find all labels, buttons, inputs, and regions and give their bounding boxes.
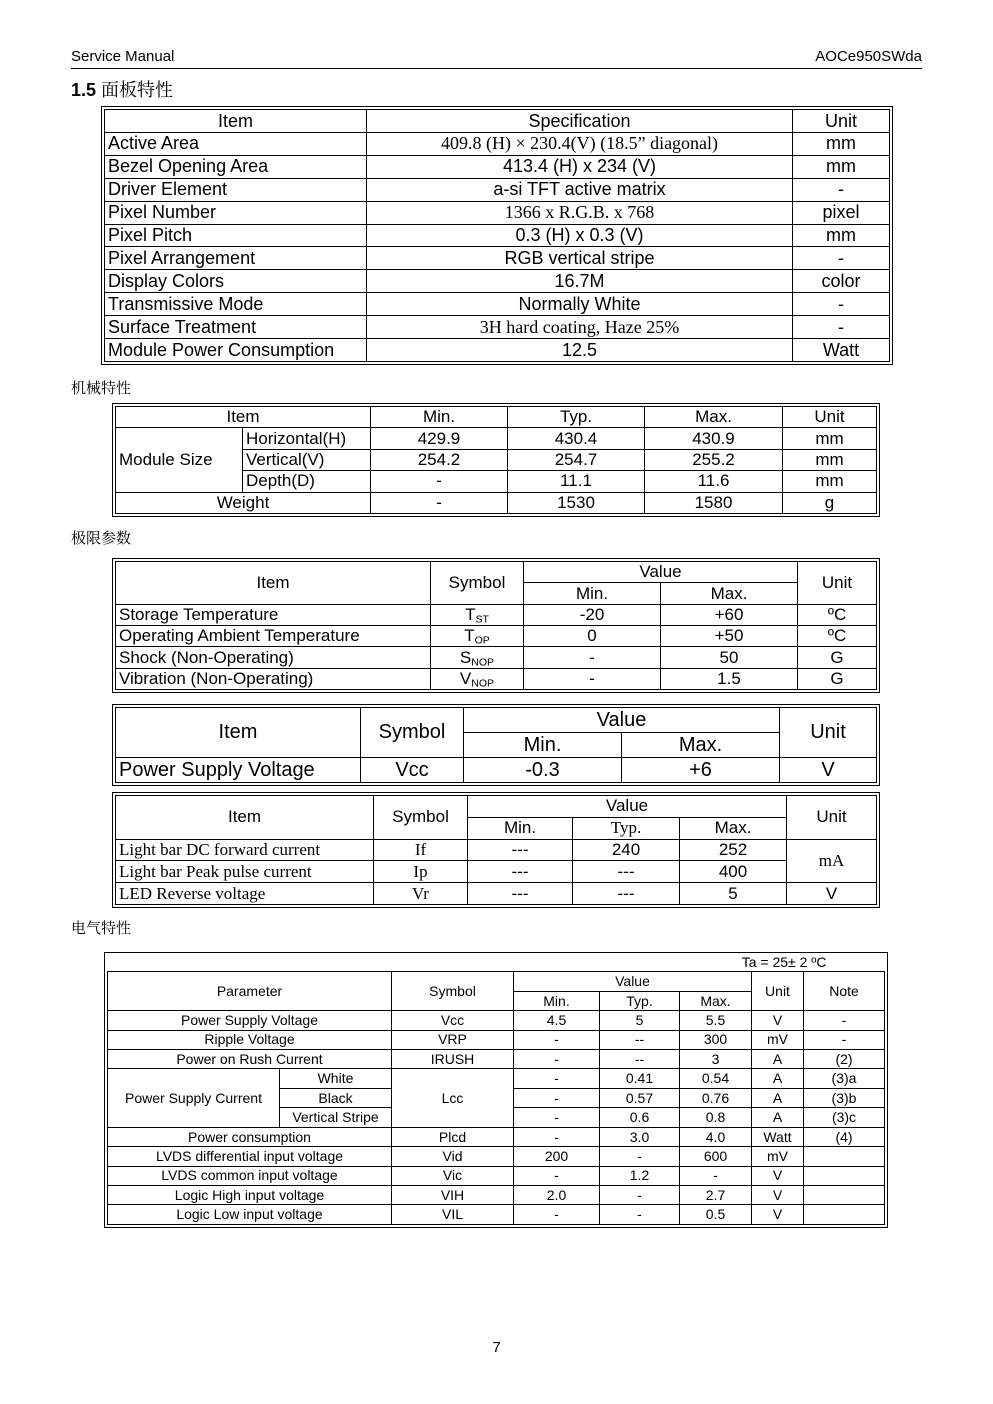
unit-cell: mA: [787, 839, 877, 883]
min-cell: -: [514, 1050, 600, 1069]
table-header-row: [116, 796, 877, 818]
note-cell: (3)c: [804, 1108, 885, 1127]
min-cell: -: [514, 1069, 600, 1088]
header-cell: Value: [468, 796, 787, 818]
typ-cell: 254.7: [508, 449, 645, 470]
symbol-sub: NOP: [471, 677, 495, 690]
unit-cell: pixel: [793, 201, 890, 224]
param-cell: Ripple Voltage: [108, 1030, 392, 1049]
symbol-main: S: [459, 647, 472, 667]
symbol-cell: VIL: [392, 1205, 514, 1225]
note-cell: (3)b: [804, 1088, 885, 1107]
item-cell: Vibration (Non-Operating): [116, 668, 431, 689]
symbol-cell: VIH: [392, 1185, 514, 1204]
header-cell: Unit: [798, 562, 877, 605]
typ-cell: 0.6: [600, 1108, 680, 1127]
table-row: [108, 1069, 885, 1088]
unit-cell: color: [793, 270, 890, 293]
header-cell: Item: [105, 110, 367, 133]
header-cell: Symbol: [361, 708, 464, 758]
header-cell: Min.: [468, 817, 573, 839]
weight-cell: Weight: [116, 492, 371, 513]
table-row: [105, 293, 890, 316]
symbol-cell: Vic: [392, 1166, 514, 1185]
min-cell: -: [514, 1108, 600, 1127]
spec-cell: RGB vertical stripe: [367, 247, 793, 270]
limits-table: [115, 561, 877, 690]
table-row: [105, 247, 890, 270]
unit-cell: ºC: [798, 625, 877, 646]
max-cell: 252: [680, 839, 787, 861]
table-row: [108, 1030, 885, 1049]
spec-cell: 16.7M: [367, 270, 793, 293]
header-model: AOCe950SWda: [815, 48, 922, 65]
table-row: [116, 839, 877, 861]
note-cell: -: [804, 1011, 885, 1030]
typ-cell: 1530: [508, 492, 645, 513]
max-cell: +60: [661, 604, 798, 625]
item-cell: Transmissive Mode: [105, 293, 367, 316]
item-cell: Pixel Pitch: [105, 224, 367, 247]
section-heading: [71, 76, 173, 102]
typ-cell: 1.2: [600, 1166, 680, 1185]
spec-cell: Normally White: [367, 293, 793, 316]
min-cell: 2.0: [514, 1185, 600, 1204]
min-cell: -: [514, 1030, 600, 1049]
typ-cell: 5: [600, 1011, 680, 1030]
symbol-cell: [431, 647, 524, 668]
max-cell: 255.2: [645, 449, 783, 470]
header-cell: Value: [524, 562, 798, 583]
item-cell: Shock (Non-Operating): [116, 647, 431, 668]
min-cell: -: [514, 1166, 600, 1185]
table-row: [105, 201, 890, 224]
symbol-cell: Ip: [374, 861, 468, 883]
table-row: [108, 1011, 885, 1030]
max-cell: 0.5: [680, 1205, 752, 1225]
max-cell: 11.6: [645, 471, 783, 492]
header-cell: Item: [116, 562, 431, 605]
unit-cell: A: [752, 1108, 804, 1127]
note-cell: (3)a: [804, 1069, 885, 1088]
header-cell: Value: [514, 972, 752, 991]
ambient-temp-note: Ta = 25± 2 ºC: [108, 953, 885, 972]
symbol-cell: Lcc: [392, 1069, 514, 1127]
note-cell: [804, 1185, 885, 1204]
spec-cell: 1366 x R.G.B. x 768: [367, 201, 793, 224]
typ-cell: 240: [573, 839, 680, 861]
typ-cell: 430.4: [508, 428, 645, 449]
electrical-heading: 电气特性: [71, 919, 132, 937]
max-cell: 5.5: [680, 1011, 752, 1030]
symbol-main: V: [459, 668, 472, 688]
table-row: [116, 604, 877, 625]
item-cell: Pixel Arrangement: [105, 247, 367, 270]
symbol-sub: ST: [475, 613, 489, 626]
symbol-cell: Vr: [374, 883, 468, 905]
header-cell: Typ.: [573, 817, 680, 839]
sub-param-cell: White: [280, 1069, 392, 1088]
table-row: [116, 758, 877, 783]
param-cell: LVDS differential input voltage: [108, 1147, 392, 1166]
header-cell: Unit: [780, 708, 877, 758]
item-cell: [116, 861, 374, 883]
spec-cell: 12.5: [367, 339, 793, 362]
header-cell: Unit: [783, 407, 877, 428]
table-row: [108, 1147, 885, 1166]
sub-item-cell: Depth(D): [243, 471, 371, 492]
table-header-row: [116, 407, 877, 428]
table-row: [116, 492, 877, 513]
unit-cell: mV: [752, 1030, 804, 1049]
table-row: [108, 1205, 885, 1225]
min-cell: -: [524, 647, 661, 668]
lightbar-frame: [112, 792, 880, 908]
item-text: Light bar Peak pulse current: [119, 861, 312, 881]
table-row: [116, 647, 877, 668]
symbol-main: T: [465, 604, 476, 624]
param-cell: Logic High input voltage: [108, 1185, 392, 1204]
max-cell: +6: [622, 758, 780, 783]
table-header-row: [116, 562, 877, 583]
unit-cell: mV: [752, 1147, 804, 1166]
header-cell: Max.: [680, 817, 787, 839]
symbol-cell: Vcc: [392, 1011, 514, 1030]
min-cell: -: [514, 1127, 600, 1146]
table-row: [105, 155, 890, 178]
limits-heading: 极限参数: [71, 529, 132, 547]
header-cell: Parameter: [108, 972, 392, 1011]
sub-item-cell: Vertical(V): [243, 449, 371, 470]
param-cell: Power on Rush Current: [108, 1050, 392, 1069]
header-cell: Unit: [793, 110, 890, 133]
min-cell: 429.9: [371, 428, 508, 449]
max-cell: 0.54: [680, 1069, 752, 1088]
header-cell: Value: [464, 708, 780, 733]
table-row: [116, 861, 877, 883]
max-cell: 3: [680, 1050, 752, 1069]
supply-table: [115, 707, 877, 783]
max-cell: -: [680, 1166, 752, 1185]
symbol-cell: Vcc: [361, 758, 464, 783]
symbol-cell: [431, 604, 524, 625]
table-row: [108, 1166, 885, 1185]
unit-cell: Watt: [793, 339, 890, 362]
max-cell: 4.0: [680, 1127, 752, 1146]
unit-cell: mm: [783, 428, 877, 449]
min-cell: -: [371, 492, 508, 513]
item-cell: Light bar DC forward current: [116, 839, 374, 861]
min-cell: -0.3: [464, 758, 622, 783]
min-cell: ---: [468, 883, 573, 905]
max-cell: 50: [661, 647, 798, 668]
max-cell: 600: [680, 1147, 752, 1166]
module-size-cell: Module Size: [116, 428, 243, 492]
header-cell: Typ.: [600, 991, 680, 1010]
panel-spec-table: [104, 109, 890, 362]
header-cell: Max.: [622, 733, 780, 758]
unit-cell: -: [793, 178, 890, 201]
min-cell: -: [514, 1088, 600, 1107]
symbol-cell: Vid: [392, 1147, 514, 1166]
table-row: [105, 224, 890, 247]
panel-spec-frame: [101, 106, 893, 365]
max-cell: 5: [680, 883, 787, 905]
sub-item-cell: Horizontal(H): [243, 428, 371, 449]
symbol-cell: If: [374, 839, 468, 861]
unit-cell: A: [752, 1050, 804, 1069]
header-doc-title: Service Manual: [71, 48, 175, 65]
spec-cell: 409.8 (H) × 230.4(V) (18.5” diagonal): [367, 132, 793, 155]
unit-cell: V: [752, 1205, 804, 1225]
unit-cell: V: [752, 1011, 804, 1030]
typ-cell: 0.57: [600, 1088, 680, 1107]
table-row: [116, 428, 877, 449]
unit-cell: mm: [793, 155, 890, 178]
max-cell: 0.76: [680, 1088, 752, 1107]
min-cell: -: [524, 668, 661, 689]
max-cell: 400: [680, 861, 787, 883]
mechanical-heading: 机械特性: [71, 379, 132, 397]
item-cell: Module Power Consumption: [105, 339, 367, 362]
header-cell: Max.: [680, 991, 752, 1010]
typ-cell: -: [600, 1185, 680, 1204]
table-row: [105, 132, 890, 155]
table-header-row: [116, 708, 877, 733]
item-cell: Driver Element: [105, 178, 367, 201]
section-number: 1.5: [71, 80, 97, 100]
max-cell: 1580: [645, 492, 783, 513]
typ-cell: --: [600, 1030, 680, 1049]
header-cell: Min.: [371, 407, 508, 428]
min-cell: -: [371, 471, 508, 492]
unit-cell: -: [793, 293, 890, 316]
typ-cell: -: [600, 1147, 680, 1166]
table-row: [116, 883, 877, 905]
header-cell: Symbol: [392, 972, 514, 1011]
param-cell: Logic Low input voltage: [108, 1205, 392, 1225]
mechanical-frame: [112, 403, 880, 517]
param-cell: LVDS common input voltage: [108, 1166, 392, 1185]
unit-cell: g: [783, 492, 877, 513]
unit-cell: V: [787, 883, 877, 905]
header-cell: Min.: [464, 733, 622, 758]
max-cell: 0.8: [680, 1108, 752, 1127]
symbol-sub: NOP: [471, 656, 495, 669]
unit-cell: A: [752, 1069, 804, 1088]
item-cell: Pixel Number: [105, 201, 367, 224]
unit-cell: mm: [793, 132, 890, 155]
table-row: [108, 1185, 885, 1204]
unit-cell: -: [793, 316, 890, 339]
item-cell: Active Area: [105, 132, 367, 155]
spec-cell: 3H hard coating, Haze 25%: [367, 316, 793, 339]
header-cell: Max.: [645, 407, 783, 428]
item-cell: Bezel Opening Area: [105, 155, 367, 178]
unit-cell: V: [752, 1185, 804, 1204]
symbol-cell: [431, 668, 524, 689]
item-cell: Surface Treatment: [105, 316, 367, 339]
unit-cell: ºC: [798, 604, 877, 625]
min-cell: 4.5: [514, 1011, 600, 1030]
header-cell: Min.: [514, 991, 600, 1010]
min-cell: 200: [514, 1147, 600, 1166]
max-cell: +50: [661, 625, 798, 646]
typ-cell: ---: [573, 861, 680, 883]
item-cell: Storage Temperature: [116, 604, 431, 625]
typ-cell: 11.1: [508, 471, 645, 492]
unit-cell: A: [752, 1088, 804, 1107]
electrical-frame: [104, 952, 888, 1228]
table-row: [108, 1050, 885, 1069]
page-number: 7: [492, 1339, 501, 1356]
sub-param-cell: Black: [280, 1088, 392, 1107]
header-cell: Min.: [524, 583, 661, 604]
unit-cell: -: [793, 247, 890, 270]
unit-cell: mm: [783, 449, 877, 470]
typ-cell: -: [600, 1205, 680, 1225]
header-cell: Item: [116, 708, 361, 758]
symbol-cell: [431, 625, 524, 646]
header-cell: Unit: [752, 972, 804, 1011]
min-cell: 0: [524, 625, 661, 646]
max-cell: 430.9: [645, 428, 783, 449]
table-header-row: [108, 972, 885, 991]
symbol-cell: VRP: [392, 1030, 514, 1049]
unit-cell: V: [780, 758, 877, 783]
unit-cell: G: [798, 668, 877, 689]
spec-cell: 0.3 (H) x 0.3 (V): [367, 224, 793, 247]
header-cell: Typ.: [508, 407, 645, 428]
table-row: [105, 178, 890, 201]
header-cell: Symbol: [374, 796, 468, 840]
symbol-cell: IRUSH: [392, 1050, 514, 1069]
unit-cell: G: [798, 647, 877, 668]
header-cell: Unit: [787, 796, 877, 840]
header-cell: Item: [116, 407, 371, 428]
typ-cell: --: [600, 1050, 680, 1069]
min-cell: ---: [468, 861, 573, 883]
supply-frame: [112, 704, 880, 786]
header-cell: Max.: [661, 583, 798, 604]
typ-cell: ---: [573, 883, 680, 905]
spec-cell: a-si TFT active matrix: [367, 178, 793, 201]
min-cell: 254.2: [371, 449, 508, 470]
max-cell: 1.5: [661, 668, 798, 689]
note-cell: -: [804, 1030, 885, 1049]
note-cell: [804, 1166, 885, 1185]
symbol-sub: OP: [474, 634, 490, 647]
header-cell: Symbol: [431, 562, 524, 605]
section-title: 面板特性: [101, 80, 174, 101]
unit-cell: V: [752, 1166, 804, 1185]
header-cell: Specification: [367, 110, 793, 133]
max-cell: 300: [680, 1030, 752, 1049]
table-row: [116, 668, 877, 689]
param-cell: Power consumption: [108, 1127, 392, 1146]
table-header-row: [105, 110, 890, 133]
table-row: [105, 270, 890, 293]
header-cell: Item: [116, 796, 374, 840]
sub-param-cell: Vertical Stripe: [280, 1108, 392, 1127]
item-cell: Power Supply Voltage: [116, 758, 361, 783]
table-row: [105, 339, 890, 362]
note-cell: [804, 1147, 885, 1166]
table-row: [116, 625, 877, 646]
electrical-table: [107, 953, 885, 1225]
typ-cell: 3.0: [600, 1127, 680, 1146]
min-cell: ---: [468, 839, 573, 861]
min-cell: -: [514, 1205, 600, 1225]
symbol-main: T: [464, 626, 475, 646]
table-row: [105, 316, 890, 339]
spec-cell: 413.4 (H) x 234 (V): [367, 155, 793, 178]
param-cell: Power Supply Voltage: [108, 1011, 392, 1030]
note-cell: [804, 1205, 885, 1225]
symbol-cell: Plcd: [392, 1127, 514, 1146]
header-divider: [71, 68, 922, 69]
item-cell: Operating Ambient Temperature: [116, 625, 431, 646]
unit-cell: mm: [783, 471, 877, 492]
unit-cell: Watt: [752, 1127, 804, 1146]
note-cell: (4): [804, 1127, 885, 1146]
note-cell: (2): [804, 1050, 885, 1069]
typ-cell: 0.41: [600, 1069, 680, 1088]
min-cell: -20: [524, 604, 661, 625]
limits-frame: [112, 558, 880, 693]
mechanical-table: [115, 406, 877, 514]
lightbar-table: [115, 795, 877, 905]
item-cell: LED Reverse voltage: [116, 883, 374, 905]
table-row: [108, 953, 885, 972]
param-cell: Power Supply Current: [108, 1069, 280, 1127]
item-cell: Display Colors: [105, 270, 367, 293]
header-cell: Note: [804, 972, 885, 1011]
table-row: [108, 1127, 885, 1146]
max-cell: 2.7: [680, 1185, 752, 1204]
unit-cell: mm: [793, 224, 890, 247]
